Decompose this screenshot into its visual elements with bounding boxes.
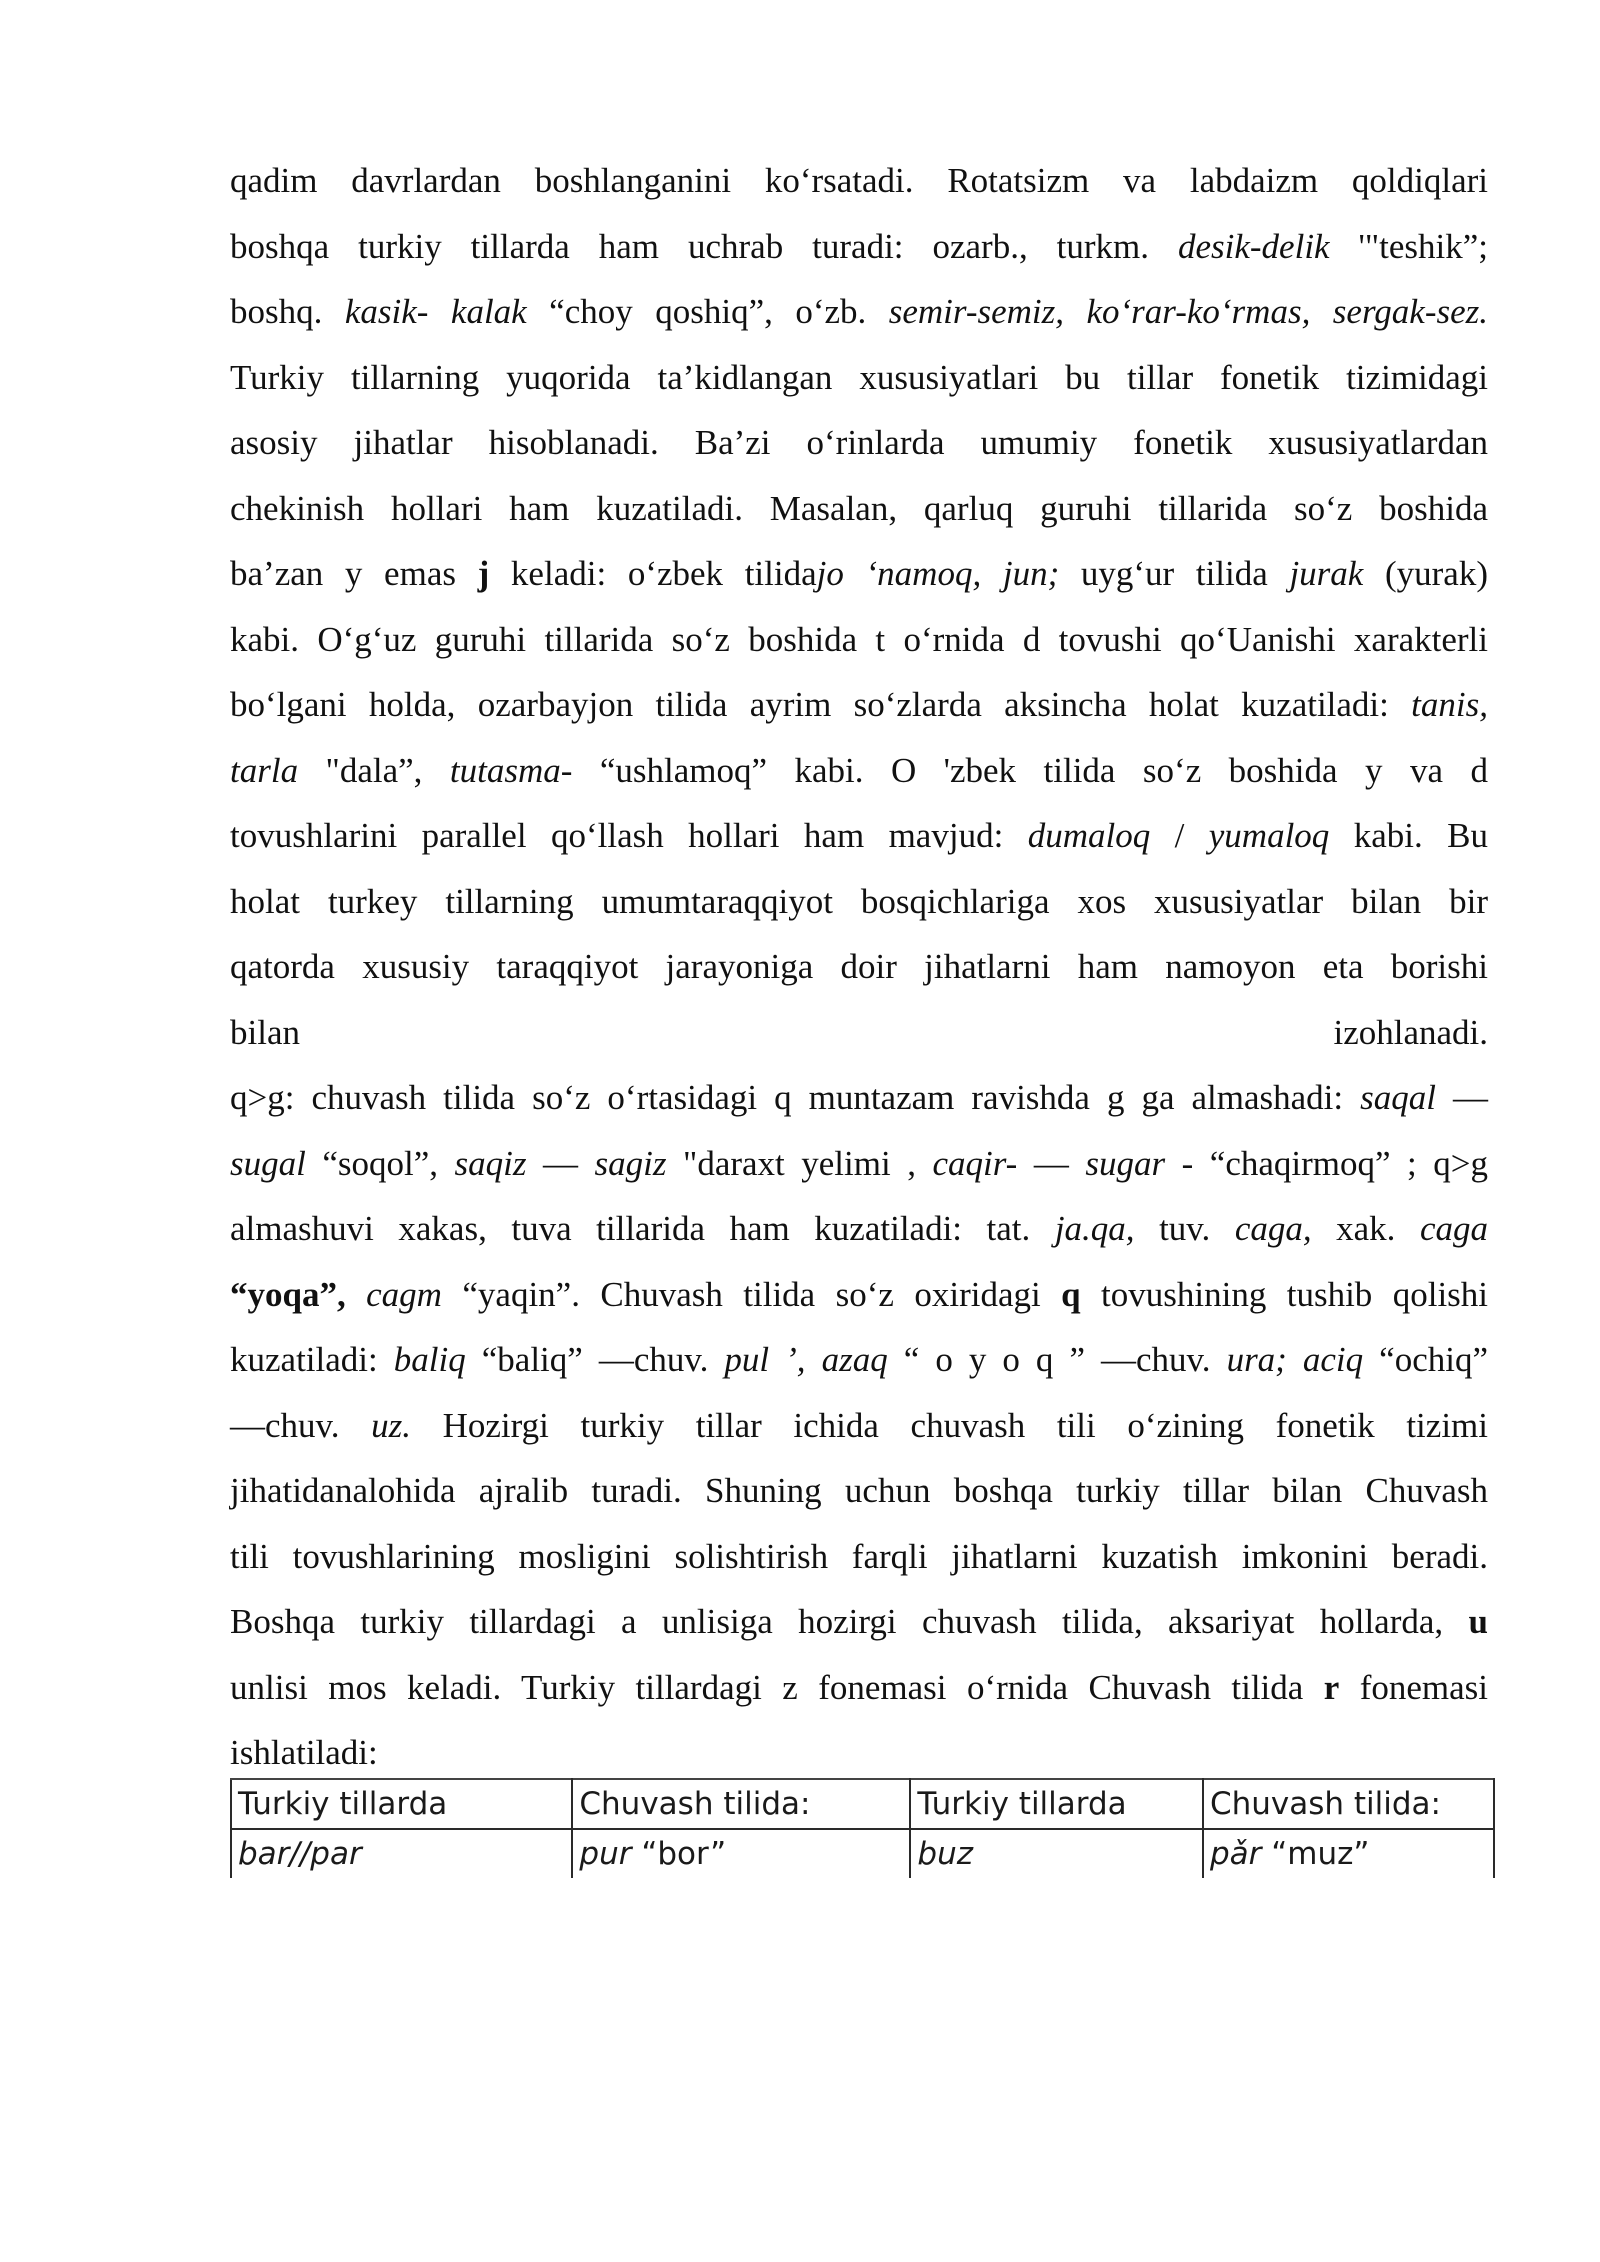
italic-term: tanis, — [1411, 685, 1488, 724]
text-line: asosiy jihatlar hisoblanadi. Ba’zi o‘rinlarda umumiy fonetik xususiyatlardan — [230, 423, 1488, 462]
italic-term: caga, — [1234, 1209, 1312, 1248]
italic-term: uz. — [371, 1405, 411, 1445]
table-cell: buz — [910, 1829, 1203, 1878]
table-header-cell: Chuvash tilida: — [572, 1779, 910, 1829]
text-line: qatorda xususiy taraqqiyot jarayoniga doir jihatlarni ham namoyon eta borishi — [230, 947, 1488, 986]
bold-term: “yoqa”, — [230, 1274, 346, 1314]
bold-letter: q — [1061, 1274, 1081, 1314]
text-line: ba’zan y emas j keladi: o‘zbek tilidajo ‘namoq, jun; uyg‘ur tilida jurak (yurak) — [230, 554, 1488, 593]
text-line: ishlatiladi: — [230, 1733, 378, 1772]
table-row — [231, 1829, 1494, 1878]
text-line: tili tovushlarining mosligini solishtirish farqli jihatlarni kuzatish imkonini beradi. — [230, 1536, 1488, 1576]
bold-letter: j — [477, 554, 490, 593]
italic-term: dumaloq — [1027, 816, 1151, 855]
table-cell: bar//par — [231, 1829, 572, 1878]
italic-term: ja.qa, — [1054, 1209, 1135, 1248]
italic-term: tarla — [230, 750, 299, 790]
text-line: almashuvi xakas, tuva tillarida ham kuzatiladi: tat. ja.qa, tuv. caga, xak. caga — [230, 1209, 1488, 1248]
italic-term: caqir- — [932, 1143, 1018, 1183]
table-cell: pǎr “muz” — [1203, 1829, 1494, 1878]
italic-term: sugal — [230, 1143, 306, 1183]
italic-term: ura; aciq — [1226, 1340, 1364, 1379]
italic-term: semir-semiz, ko‘rar-ko‘rmas, sergak-sez. — [888, 292, 1488, 331]
text-line: tovushlarini parallel qo‘llash hollari ham mavjud: dumaloq / yumaloq kabi. Bu — [230, 816, 1488, 855]
italic-term: jurak — [1289, 554, 1364, 593]
text-line: tarla "dala”, tutasma- “ushlamoq” kabi. O 'zbek tilida so‘z boshida y va d — [230, 750, 1488, 790]
table-header-cell: Turkiy tillarda — [910, 1779, 1203, 1829]
italic-term: caga — [1419, 1209, 1488, 1248]
text-line: —chuv. uz. Hozirgi turkiy tillar ichida chuvash tili o‘zining fonetik tizimi — [230, 1405, 1488, 1445]
italic-term: pul ’, azaq — [724, 1340, 888, 1379]
text-line: Turkiy tillarning yuqorida ta’kidlangan xususiyatlari bu tillar fonetik tizimidagi — [230, 357, 1488, 397]
italic-term: tutasma- — [449, 750, 573, 790]
text-line: qadim davrlardan boshlanganini ko‘rsatadi. Rotatsizm va labdaizm qoldiqlari — [230, 161, 1488, 200]
italic-term: jo ‘namoq, jun; — [816, 554, 1060, 593]
italic-term: sugar — [1085, 1143, 1166, 1183]
text-line: sugal “soqol”, saqiz — sagiz "daraxt yelimi , caqir- — sugar - “chaqirmoq” ; q>g — [230, 1143, 1489, 1183]
italic-term: yumaloq — [1208, 816, 1330, 855]
italic-term: cagm — [366, 1274, 442, 1314]
text-line: kabi. O‘g‘uz guruhi tillarida so‘z boshida t o‘rnida d tovushi qo‘Uanishi xarakterli — [230, 619, 1488, 659]
italic-term: saqiz — [454, 1143, 527, 1183]
italic-term: saqal — [1360, 1078, 1436, 1117]
italic-term: baliq — [393, 1340, 466, 1379]
text-line: Boshqa turkiy tillardagi a unlisiga hozirgi chuvash tilida, aksariyat hollarda, u — [230, 1602, 1488, 1641]
table-header-row — [231, 1779, 1494, 1829]
bold-letter: u — [1468, 1602, 1488, 1641]
text-line: q>g: chuvash tilida so‘z o‘rtasidagi q muntazam ravishda g ga almashadi: saqal — — [230, 1078, 1489, 1117]
italic-term: kasik- kalak — [344, 292, 527, 331]
text-line: unlisi mos keladi. Turkiy tillardagi z fonemasi o‘rnida Chuvash tilida r fonemasi — [230, 1667, 1488, 1707]
text-line: holat turkey tillarning umumtaraqqiyot bosqichlariga xos xususiyatlar bilan bir — [230, 881, 1488, 921]
text-line: boshq. kasik- kalak “choy qoshiq”, o‘zb. semir-semiz, ko‘rar-ko‘rmas, sergak-sez. — [230, 292, 1488, 331]
text-line: kuzatiladi: baliq “baliq” —chuv. pul ’, azaq “ o y o q ” —chuv. ura; aciq “ochiq” — [230, 1340, 1489, 1379]
table-header-cell: Turkiy tillarda — [231, 1779, 572, 1829]
text-line: bo‘lgani holda, ozarbayjon tilida ayrim so‘zlarda aksincha holat kuzatiladi: tanis, — [230, 685, 1488, 724]
body-paragraph — [230, 148, 1488, 1786]
text-line: boshqa turkiy tillarda ham uchrab turadi: ozarb., turkm. desik-delik '"teshik”; — [230, 226, 1488, 266]
table-header-cell: Chuvash tilida: — [1203, 1779, 1494, 1829]
comparison-table — [230, 1778, 1495, 1884]
italic-term: desik-delik — [1177, 226, 1330, 266]
text-line: “yoqa”, cagm “yaqin”. Chuvash tilida so‘z oxiridagi q tovushining tushib qolishi — [230, 1274, 1489, 1314]
table-cell: pur “bor” — [572, 1829, 910, 1878]
italic-term: sagiz — [594, 1143, 667, 1183]
text-line: chekinish hollari ham kuzatiladi. Masalan, qarluq guruhi tillarida so‘z boshida — [230, 488, 1488, 528]
text-line: jihatidanalohida ajralib turadi. Shuning uchun boshqa turkiy tillar bilan Chuvash — [230, 1471, 1488, 1510]
bold-letter: r — [1323, 1667, 1340, 1707]
text-line: bilan izohlanadi. — [230, 1012, 1488, 1052]
